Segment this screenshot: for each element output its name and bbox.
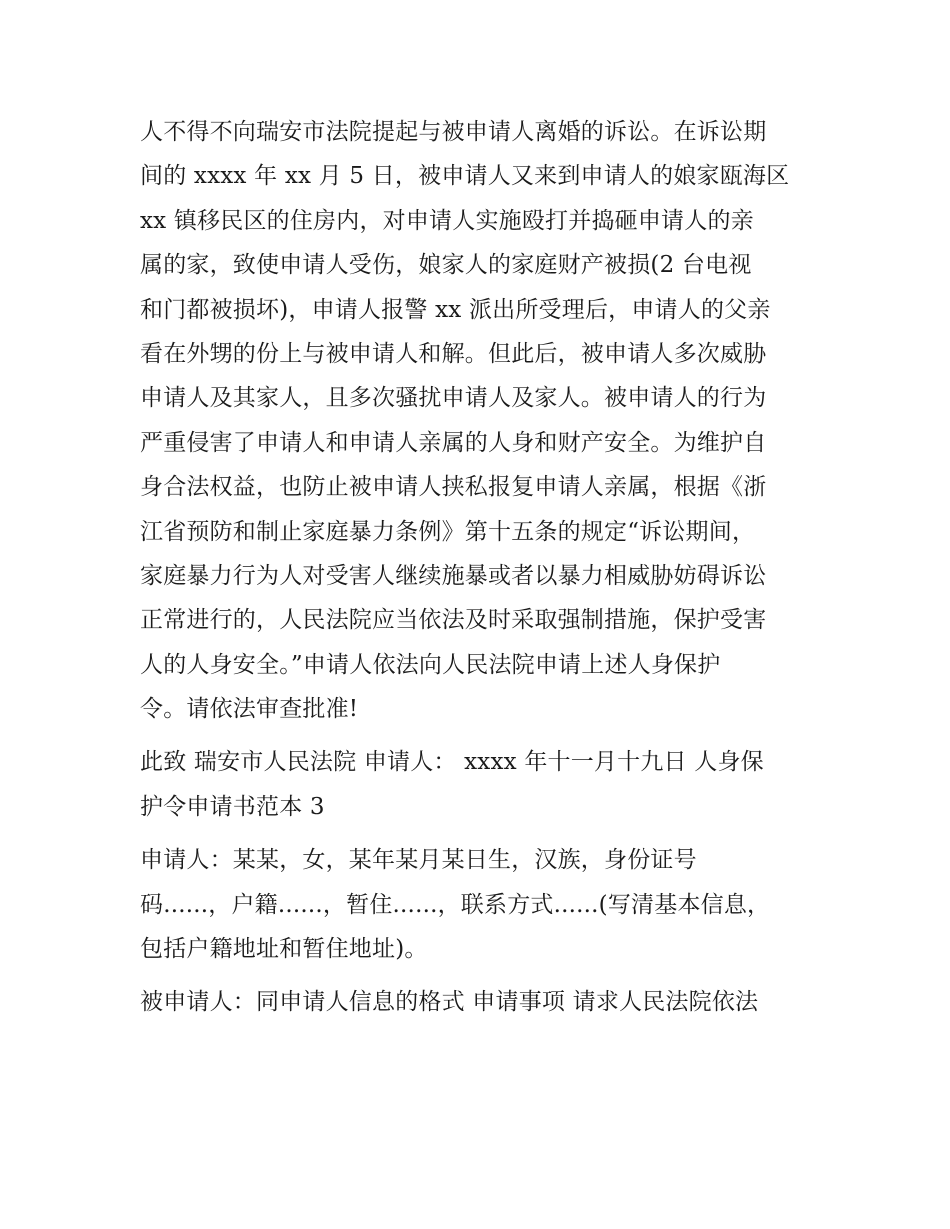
text-line: 护令申请书范本 3 bbox=[140, 793, 325, 820]
text-line: 被申请人：同申请人信息的格式 申请事项 请求人民法院依法 bbox=[140, 989, 759, 1016]
text-line: 申请人及其家人，且多次骚扰申请人及家人。被申请人的行为 bbox=[140, 385, 767, 412]
paragraph-applicant bbox=[140, 838, 820, 971]
text-line: 令。请依法审查批准! bbox=[140, 696, 359, 723]
text-line: 间的 xxxx 年 xx 月 5 日，被申请人又来到申请人的娘家瓯海区 bbox=[140, 163, 790, 190]
text-line: 人不得不向瑞安市法院提起与被申请人离婚的诉讼。在诉讼期 bbox=[140, 119, 767, 145]
text-line: 申请人：某某，女，某年某月某日生，汉族，身份证号 bbox=[140, 847, 697, 874]
text-line: 家庭暴力行为人对受害人继续施暴或者以暴力相威胁妨碍诉讼 bbox=[140, 562, 767, 589]
text-line: 包括户籍地址和暂住地址)。 bbox=[140, 936, 428, 963]
text-line: xx 镇移民区的住房内，对申请人实施殴打并捣砸申请人的亲 bbox=[140, 207, 754, 234]
text-line: 此致 瑞安市人民法院 申请人： xxxx 年十一月十九日 人身保 bbox=[140, 749, 764, 776]
paragraph-respondent bbox=[140, 980, 820, 1024]
paragraph-incident bbox=[140, 110, 820, 731]
text-line: 严重侵害了申请人和申请人亲属的人身和财产安全。为维护自 bbox=[140, 429, 767, 456]
text-line: 和门都被损坏)，申请人报警 xx 派出所受理后，申请人的父亲 bbox=[140, 296, 771, 323]
text-line: 正常进行的，人民法院应当依法及时采取强制措施，保护受害 bbox=[140, 607, 767, 634]
document-body bbox=[140, 110, 820, 1025]
text-line: 人的人身安全。”申请人依法向人民法院申请上述人身保护 bbox=[140, 651, 721, 678]
text-line: 身合法权益，也防止被申请人挟私报复申请人亲属，根据《浙 bbox=[140, 474, 767, 501]
paragraph-closing bbox=[140, 740, 820, 829]
text-line: 码......，户籍......，暂住......，联系方式......(写清基本信息， bbox=[140, 891, 771, 918]
text-line: 属的家，致使申请人受伤，娘家人的家庭财产被损(2 台电视 bbox=[140, 252, 752, 279]
text-line: 江省预防和制止家庭暴力条例》第十五条的规定“诉讼期间， bbox=[140, 518, 756, 545]
text-line: 看在外甥的份上与被申请人和解。但此后，被申请人多次威胁 bbox=[140, 340, 767, 367]
